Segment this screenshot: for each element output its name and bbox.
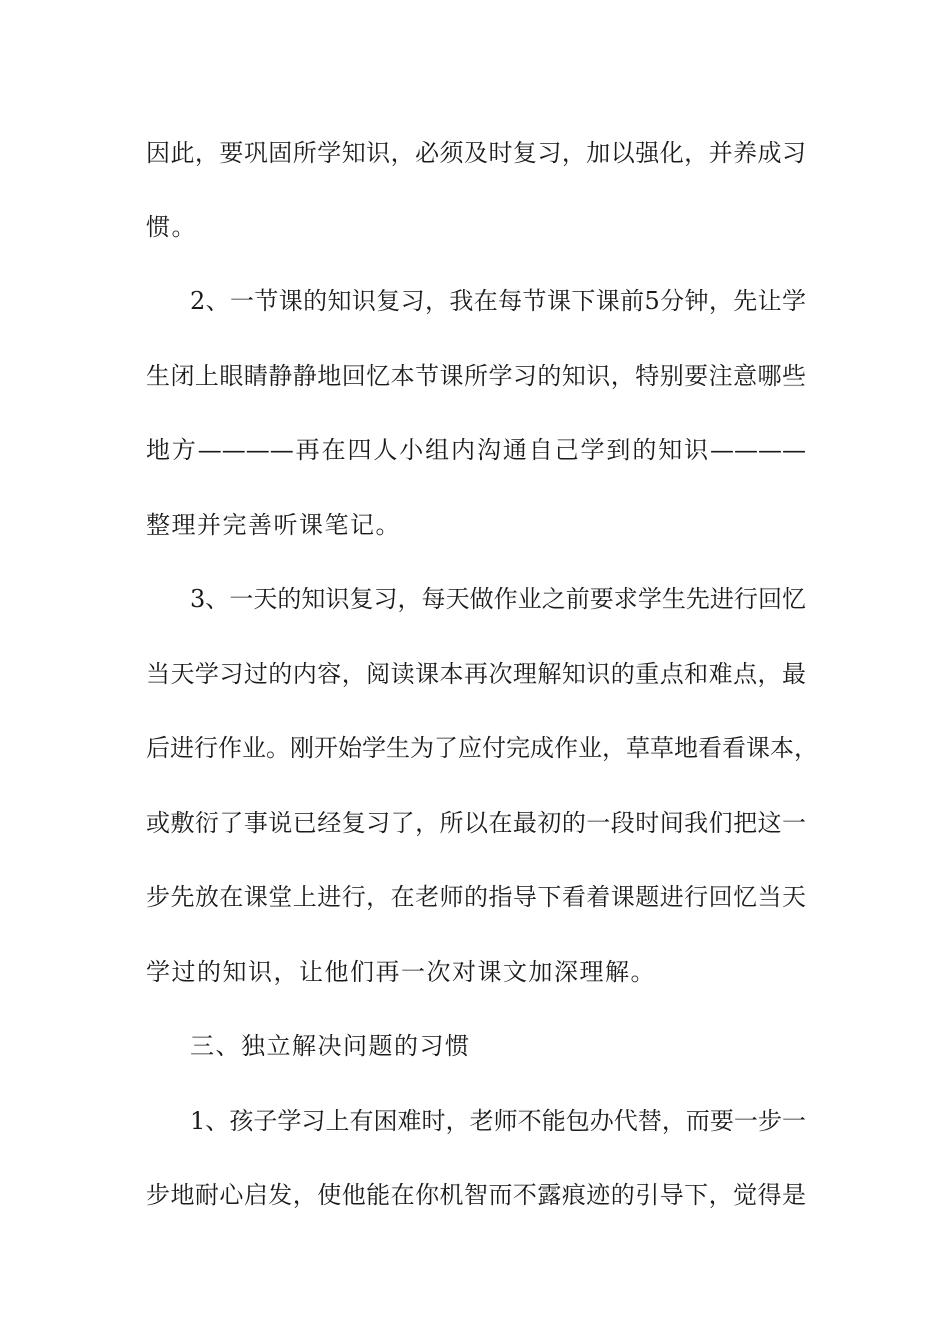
text-line: 惯。 xyxy=(146,213,197,241)
text-line: 学过的知识，让他们再一次对课文加深理解。 xyxy=(146,958,656,986)
text-line: 步地耐心启发，使他能在你机智而不露痕迹的引导下，觉得是 xyxy=(146,1181,806,1209)
section-heading: 三、独立解决问题的习惯 xyxy=(190,1032,471,1060)
text-line: 或敷衍了事说已经复习了，所以在最初的一段时间我们把这一 xyxy=(146,809,806,837)
paragraph-start-line: 2、一节课的知识复习，我在每节课下课前5分钟，先让学 xyxy=(190,287,806,315)
text-line: 当天学习过的内容，阅读课本再次理解知识的重点和难点，最 xyxy=(146,660,806,688)
paragraph-start-line: 3、一天的知识复习，每天做作业之前要求学生先进行回忆 xyxy=(190,585,806,613)
text-line: 后进行作业。刚开始学生为了应付完成作业，草草地看看课本， xyxy=(146,734,818,762)
paragraph-start-line: 1、孩子学习上有困难时，老师不能包办代替，而要一步一 xyxy=(190,1107,806,1135)
text-line: 步先放在课堂上进行，在老师的指导下看着课题进行回忆当天 xyxy=(146,883,806,911)
text-line: 整理并完善听课笔记。 xyxy=(146,511,401,539)
text-line: 因此，要巩固所学知识，必须及时复习，加以强化，并养成习 xyxy=(146,139,806,167)
text-line: 地方————再在四人小组内沟通自己学到的知识———— xyxy=(146,436,806,464)
text-line: 生闭上眼睛静静地回忆本节课所学习的知识，特别要注意哪些 xyxy=(146,362,806,390)
